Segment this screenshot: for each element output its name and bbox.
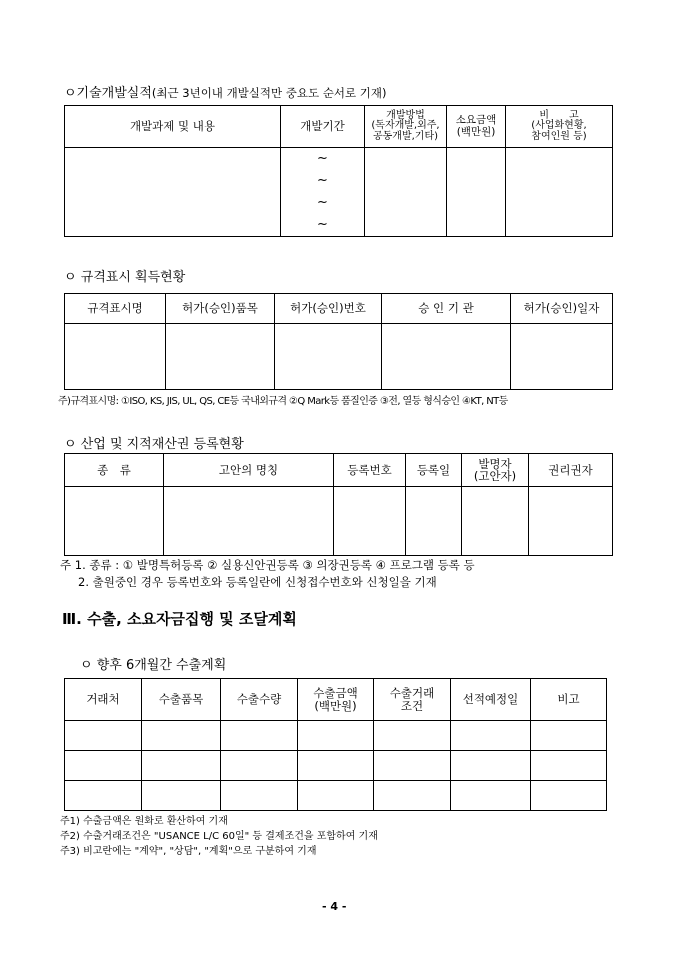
header-cell: 비고 [531,679,607,721]
cell[interactable] [298,751,374,781]
header-row [65,679,607,721]
section-tech-dev-title [64,82,386,101]
cell[interactable] [65,324,166,390]
cell[interactable] [142,751,221,781]
table-row [65,324,613,390]
cell[interactable] [334,487,406,556]
cell[interactable] [447,148,506,237]
export-note-2: 주2) 수출거래조건은 "USANCE L/C 60일" 등 결제조건을 포함하여 기재 [60,831,378,842]
header-cell: 수출거래 조건 [374,679,451,721]
cell[interactable] [65,751,142,781]
header-cell: 수출수량 [221,679,298,721]
cell[interactable] [164,487,334,556]
table-row [65,487,613,556]
table-row [65,721,607,751]
header-cell: 등록일 [406,454,462,487]
header-row [65,294,613,324]
tech-dev-table [64,105,613,237]
header-cell: 소요금액 (백만원) [447,106,506,148]
section-ip-title: ㅇ 산업 및 지적재산권 등록현황 [64,437,244,452]
header-cell: 개발방법 (독자개발,외주, 공동개발,기타) [365,106,447,148]
tilde: ~ [317,195,328,210]
cell[interactable] [451,721,531,751]
ip-table [64,453,613,556]
header-cell: 허가(승인)번호 [275,294,382,324]
header-cell: 비 고 (사업화현황, 참여인원 등) [506,106,613,148]
cell[interactable] [65,721,142,751]
cell[interactable] [166,324,275,390]
cell[interactable] [374,721,451,751]
export-note-3: 주3) 비고란에는 "계약", "상담", "계획"으로 구분하여 기재 [60,846,317,857]
cell[interactable] [142,721,221,751]
cell[interactable] [275,324,382,390]
header-cell: 거래처 [65,679,142,721]
chapter-heading: Ⅲ. 수출, 소요자금집행 및 조달계획 [62,610,297,628]
subtitle-text: (최근 3년이내 개발실적만 중요도 순서로 기재) [151,86,387,100]
cell[interactable] [462,487,529,556]
header-cell: 승 인 기 관 [382,294,511,324]
export-table [64,678,607,811]
header-cell: 종 류 [65,454,164,487]
page-number: - 4 - [322,900,347,913]
cell[interactable] [382,324,511,390]
cell[interactable] [221,721,298,751]
header-cell: 등록번호 [334,454,406,487]
standard-table [64,293,613,390]
ip-note-1: 주 1. 종류 : ① 발명특허등록 ② 실용신안권등록 ③ 의장권등록 ④ 프로그램 등록 등 [60,558,475,572]
cell[interactable] [374,751,451,781]
table-row [65,751,607,781]
cell[interactable] [406,487,462,556]
cell[interactable] [65,487,164,556]
header-row [65,106,613,148]
cell[interactable] [365,148,447,237]
header-cell: 허가(승인)품목 [166,294,275,324]
cell[interactable] [511,324,613,390]
tilde: ~ [317,217,328,232]
header-cell: 허가(승인)일자 [511,294,613,324]
table-row [65,781,607,811]
table-row [65,148,613,237]
cell[interactable] [506,148,613,237]
export-note-1: 주1) 수출금액은 원화로 환산하여 기재 [60,816,228,827]
cell[interactable] [221,781,298,811]
header-row [65,454,613,487]
section-export-title: ㅇ 향후 6개월간 수출계획 [80,658,227,673]
header-cell: 개발기간 [281,106,365,148]
cell[interactable] [221,751,298,781]
cell[interactable] [65,148,281,237]
section-standard-title: ㅇ 규격표시 획득현황 [64,270,186,285]
cell[interactable] [65,781,142,811]
header-cell: 선적예정일 [451,679,531,721]
header-cell: 권리권자 [529,454,613,487]
header-cell: 발명자 (고안자) [462,454,529,487]
header-cell: 수출금액 (백만원) [298,679,374,721]
header-cell: 규격표시명 [65,294,166,324]
cell[interactable] [451,751,531,781]
cell[interactable] [531,751,607,781]
tilde: ~ [317,173,328,188]
cell[interactable] [529,487,613,556]
cell[interactable] [374,781,451,811]
cell[interactable] [451,781,531,811]
header-cell: 고안의 명칭 [164,454,334,487]
tilde: ~ [317,151,328,166]
title-text: ㅇ기술개발실적 [64,86,152,101]
cell[interactable] [298,781,374,811]
period-cell[interactable] [281,148,365,237]
standard-note: 주)규격표시명: ①ISO, KS, JIS, UL, QS, CE등 국내외규격 ②Q Mark등 품질인증 ③전, 열등 형식승인 ④KT, NT등 [58,396,508,407]
cell[interactable] [298,721,374,751]
cell[interactable] [531,781,607,811]
header-cell: 수출품목 [142,679,221,721]
cell[interactable] [142,781,221,811]
ip-note-2: 2. 출원중인 경우 등록번호와 등록일란에 신청접수번호와 신청일을 기재 [78,575,437,589]
cell[interactable] [531,721,607,751]
header-cell: 개발과제 및 내용 [65,106,281,148]
